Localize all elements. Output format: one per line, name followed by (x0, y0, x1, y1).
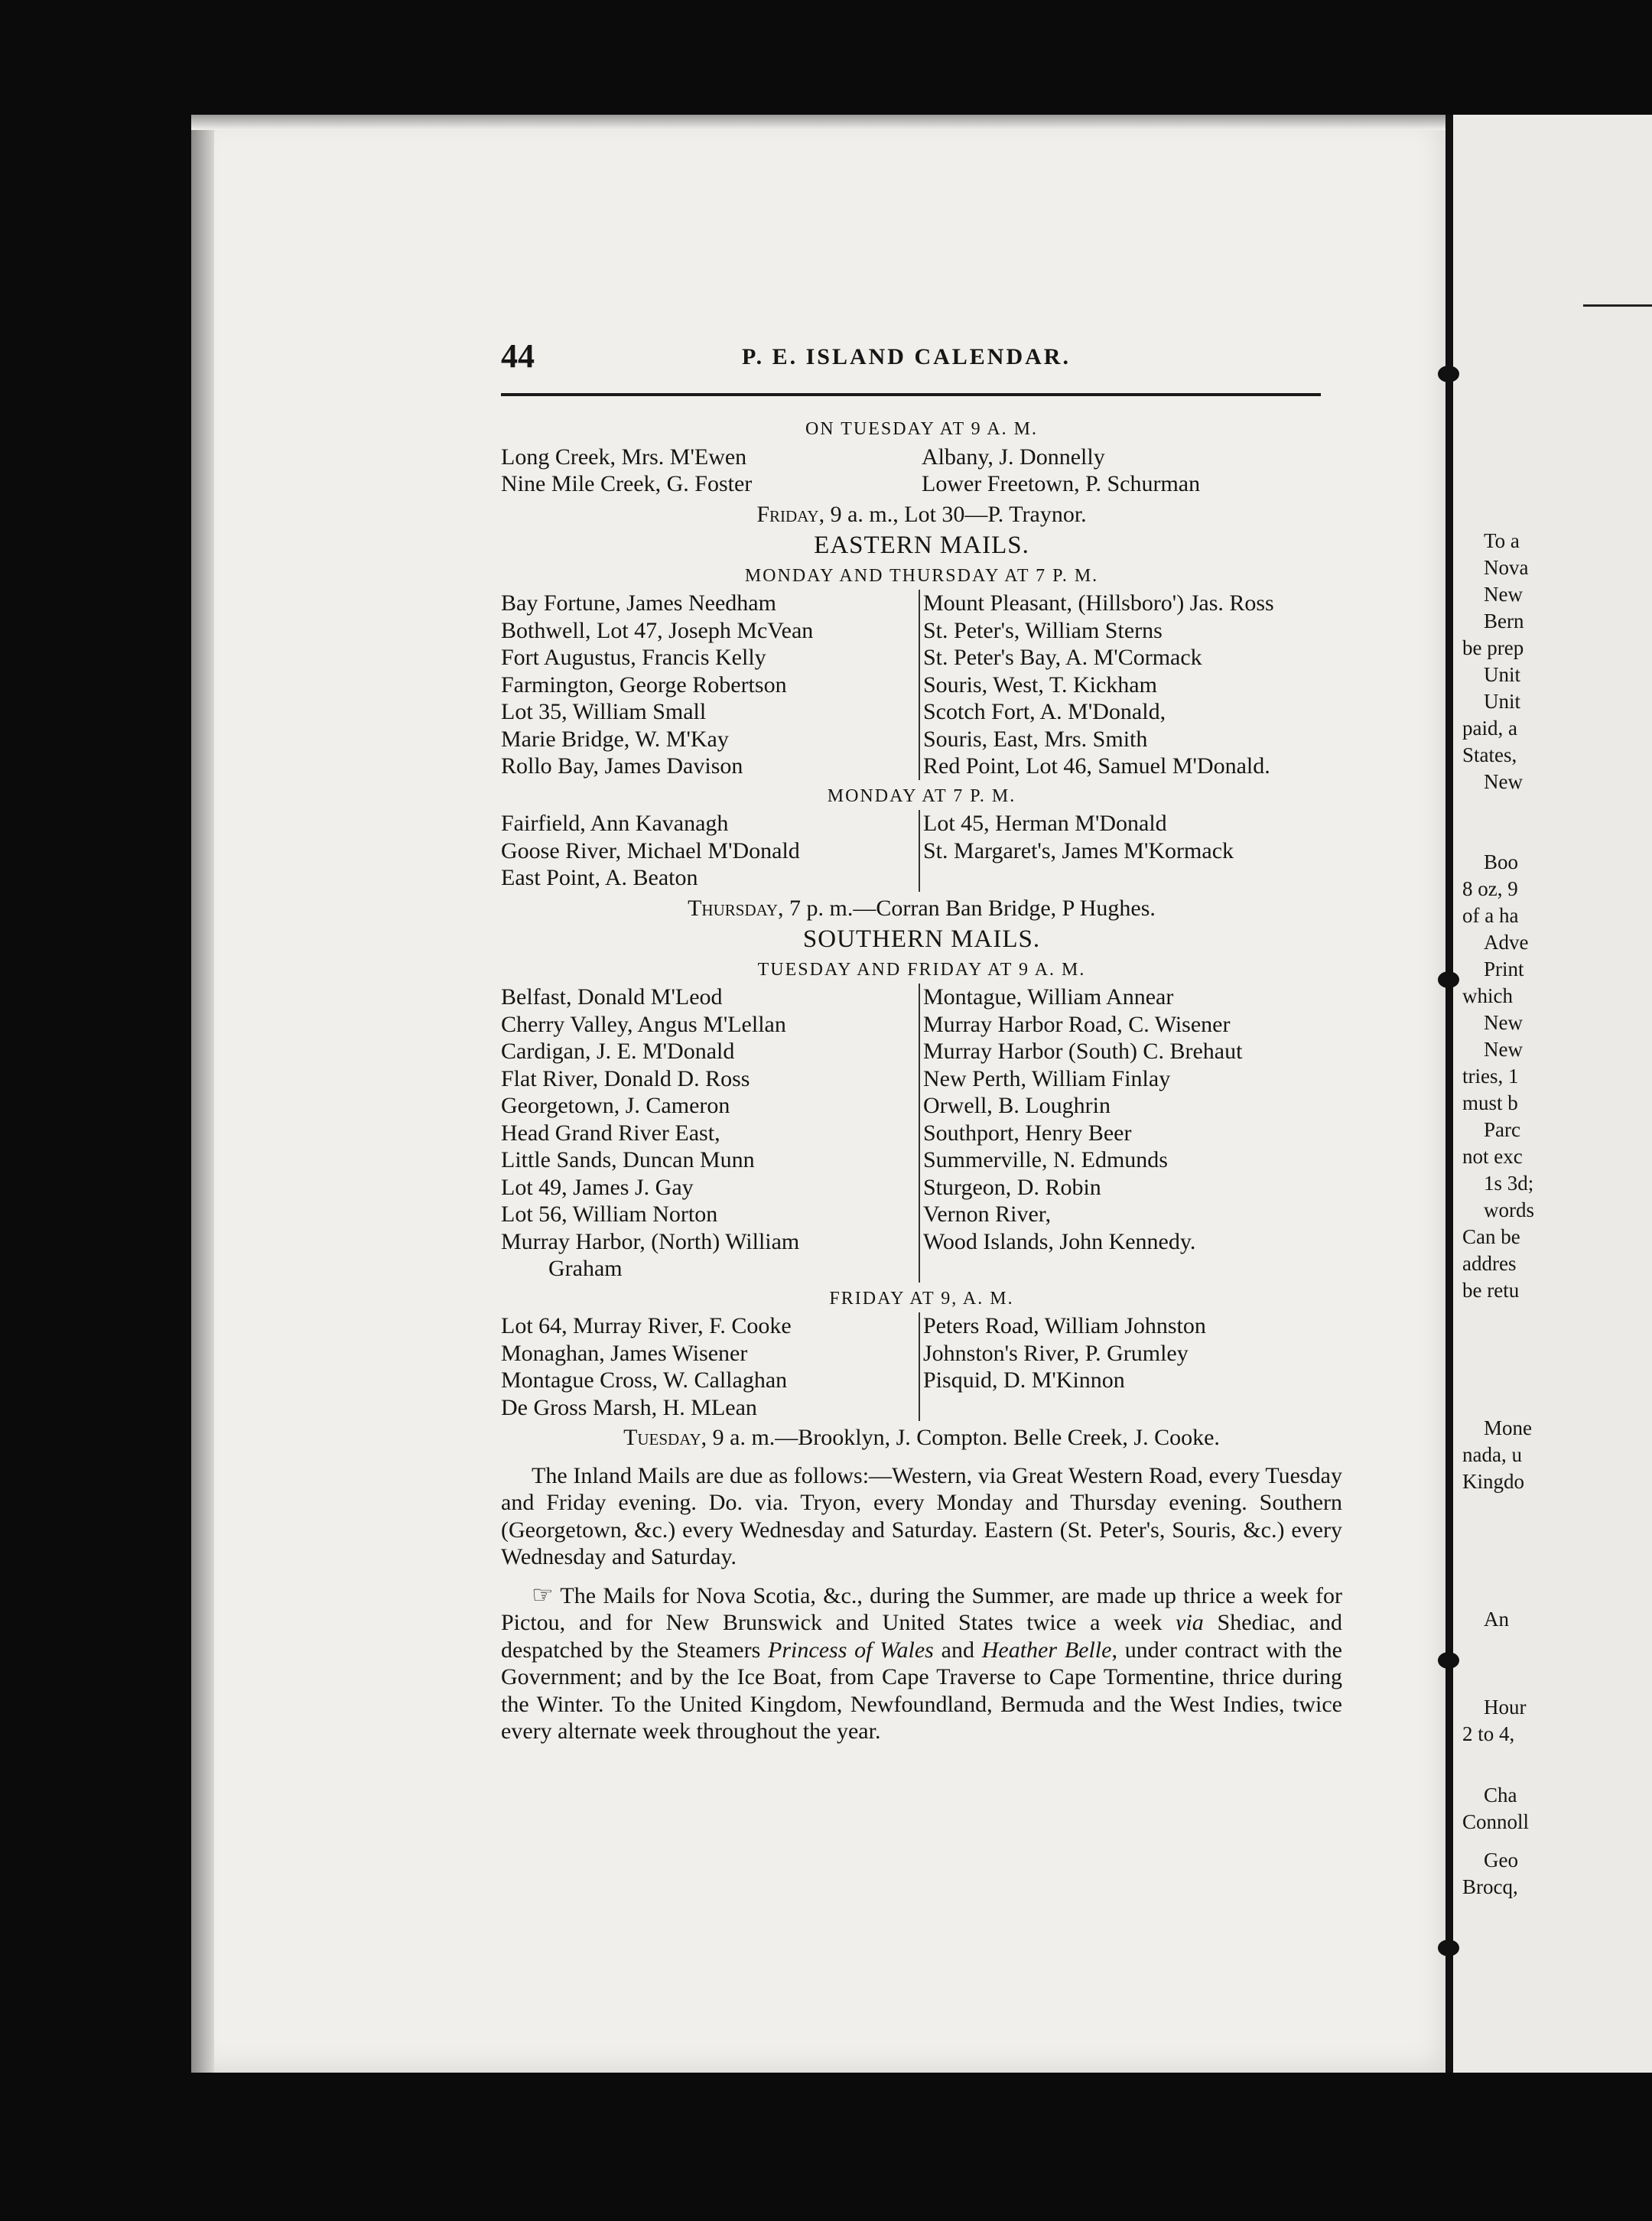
inland-mails-paragraph: The Inland Mails are due as follows:—Western, via Great Western Road, every Tuesday and Friday evening. Do. via. Tryon, every Monday and Thursday evening. Southern (Georgetown, &c.) every Wednesday and Saturday. Eastern (St. Peter's, Souris, &c.) every Wednesday and Saturday. (501, 1462, 1342, 1569)
post-office-entry: St. Peter's, William Sterns (923, 617, 1163, 643)
post-office-entry: Monaghan, James Wisener (501, 1340, 748, 1366)
eastern-left-column-1 (501, 590, 919, 780)
steamer-princess-of-wales: Princess of Wales (768, 1637, 934, 1663)
facing-page-line: must b (1462, 1091, 1518, 1114)
facing-page-line: Kingdo (1462, 1470, 1524, 1493)
facing-page-line: Mone (1484, 1416, 1532, 1439)
facing-page-line: nada, u (1462, 1443, 1522, 1466)
notice-text-a: The Mails for Nova Scotia, &c., during the Summer, are made up thrice a week for Pictou, and for New Brunswick and United States twice a week (501, 1582, 1342, 1635)
facing-page-line: New (1484, 1011, 1523, 1034)
facing-page-line: 1s 3d; (1484, 1172, 1534, 1195)
post-office-entry: Rollo Bay, James Davison (501, 753, 743, 779)
post-office-entry: Lot 35, William Small (501, 699, 707, 724)
facing-page-line: 8 oz, 9 (1462, 877, 1518, 900)
post-office-entry: Wood Islands, John Kennedy. (923, 1228, 1196, 1254)
tuesday-lead: Tuesday (623, 1425, 701, 1450)
post-office-entry: Pisquid, D. M'Kinnon (923, 1367, 1125, 1393)
facing-page-line: 2 to 4, (1462, 1722, 1515, 1745)
southern-left-column-2 (501, 1312, 919, 1421)
post-office-entry: Bothwell, Lot 47, Joseph McVean (501, 617, 814, 643)
notice-text-d: , under contract with the Government; and by the Ice Boat, from Cape Traverse to Cape Tormentine, thrice during the Winter. To the United Kingdom, Newfoundland, Bermuda and the West Indies, twice every alternate week throughout the year. (501, 1637, 1342, 1744)
post-office-entry: Lot 56, William Norton (501, 1202, 718, 1227)
nova-scotia-mails-paragraph (501, 1582, 1342, 1745)
facing-page-line: be retu (1462, 1279, 1520, 1302)
post-office-entry: Sturgeon, D. Robin (923, 1174, 1101, 1200)
tuesday-rest: , 9 a. m.—Brooklyn, J. Compton. Belle Creek, J. Cooke. (701, 1425, 1220, 1450)
post-office-entry: Nine Mile Creek, G. Foster (501, 471, 753, 496)
friday-rest: , 9 a. m., Lot 30—P. Traynor. (818, 501, 1087, 527)
facing-page-line: Boo (1484, 850, 1519, 873)
facing-page-line: Unit (1484, 663, 1521, 686)
binding-stitch (1438, 1652, 1459, 1669)
post-office-entry: St. Peter's Bay, A. M'Cormack (923, 645, 1202, 670)
facing-page-line: paid, a (1462, 717, 1517, 740)
post-office-entry: Murray Harbor (South) C. Brehaut (923, 1039, 1243, 1064)
tuesday-heading: ON TUESDAY AT 9 A. M. (805, 419, 1039, 439)
eastern-columns-1 (501, 590, 1342, 780)
post-office-entry: Graham (548, 1256, 623, 1281)
friday-lead: Friday (756, 501, 819, 527)
facing-page-line: not exc (1462, 1145, 1523, 1168)
facing-page-line: Can be (1462, 1225, 1520, 1248)
post-office-entry: Souris, West, T. Kickham (923, 672, 1157, 698)
facing-page-line: of a ha (1462, 904, 1519, 927)
eastern-heading-2: MONDAY AT 7 P. M. (827, 785, 1016, 806)
post-office-entry: Orwell, B. Loughrin (923, 1093, 1111, 1118)
binding-stitch (1438, 366, 1459, 382)
eastern-right-column-1 (919, 590, 1274, 780)
post-office-entry: Summerville, N. Edmunds (923, 1147, 1168, 1172)
post-office-entry: Bay Fortune, James Needham (501, 590, 776, 616)
mail-schedule (501, 413, 1342, 1745)
facing-page-line: Geo (1484, 1849, 1518, 1871)
facing-page-line: Cha (1484, 1784, 1517, 1806)
post-office-entry: Mount Pleasant, (Hillsboro') Jas. Ross (923, 590, 1274, 616)
post-office-entry: New Perth, William Finlay (923, 1065, 1171, 1091)
post-office-entry: Souris, East, Mrs. Smith (923, 726, 1148, 752)
facing-page-rule (1583, 304, 1652, 307)
facing-page-line: Print (1484, 958, 1524, 980)
southern-mails-title: SOUTHERN MAILS. (802, 925, 1041, 953)
facing-page-line: Parc (1484, 1118, 1520, 1141)
post-office-entry: Montague, William Annear (923, 984, 1174, 1010)
facing-page-line: Unit (1484, 690, 1521, 713)
facing-page-line: words (1484, 1198, 1534, 1221)
tuesday-right-column (919, 444, 1200, 498)
post-office-entry: Johnston's River, P. Grumley (923, 1340, 1189, 1366)
southern-right-column-2 (919, 1312, 1206, 1421)
tuesday-brooklyn-line (501, 1424, 1342, 1452)
post-office-entry: Fairfield, Ann Kavanagh (501, 811, 729, 836)
binding-stitch (1438, 1940, 1459, 1956)
southern-heading-2: FRIDAY AT 9, A. M. (829, 1288, 1014, 1309)
post-office-entry: Flat River, Donald D. Ross (501, 1065, 750, 1091)
notice-via: via (1176, 1610, 1204, 1635)
running-head (501, 337, 1327, 382)
post-office-entry: Murray Harbor Road, C. Wisener (923, 1011, 1231, 1037)
southern-columns-2 (501, 1312, 1342, 1421)
post-office-entry: Southport, Henry Beer (923, 1120, 1132, 1146)
post-office-entry: Scotch Fort, A. M'Donald, (923, 699, 1166, 724)
notice-text-c: and (933, 1637, 982, 1663)
post-office-entry: Little Sands, Duncan Munn (501, 1147, 755, 1172)
notice-text-b: Shediac, and despatched by the Steamers (501, 1610, 1343, 1663)
southern-columns-1 (501, 984, 1342, 1283)
post-office-entry: East Point, A. Beaton (501, 865, 698, 890)
post-office-entry: Lot 45, Herman M'Donald (923, 811, 1167, 836)
post-office-entry: St. Margaret's, James M'Kormack (923, 837, 1234, 863)
post-office-entry: Marie Bridge, W. M'Kay (501, 726, 729, 752)
post-office-entry: Lot 49, James J. Gay (501, 1174, 694, 1200)
thursday-lead: Thursday (688, 895, 779, 921)
facing-page-line: New (1484, 583, 1523, 606)
facing-page-line: Bern (1484, 610, 1524, 632)
eastern-left-column-2 (501, 810, 919, 892)
eastern-mails-title: EASTERN MAILS. (814, 532, 1029, 559)
post-office-entry: Farmington, George Robertson (501, 672, 787, 698)
header-rule (501, 393, 1321, 396)
facing-page-line: Hour (1484, 1696, 1527, 1719)
page-title: P. E. ISLAND CALENDAR. (742, 344, 1071, 369)
post-office-entry: Cardigan, J. E. M'Donald (501, 1039, 735, 1064)
book-spine (1446, 115, 1453, 2073)
tuesday-columns (501, 444, 1342, 498)
facing-page-fragment (1453, 115, 1652, 2073)
post-office-entry: Peters Road, William Johnston (923, 1313, 1206, 1338)
facing-page-line: which (1462, 984, 1513, 1007)
facing-page-line: New (1484, 1038, 1523, 1061)
facing-page-line: addres (1462, 1252, 1517, 1275)
facing-page-line: States, (1462, 743, 1517, 766)
binding-stitch (1438, 971, 1459, 988)
thursday-line (501, 895, 1342, 922)
southern-heading-1: TUESDAY AND FRIDAY AT 9 A. M. (757, 959, 1086, 980)
post-office-entry: Red Point, Lot 46, Samuel M'Donald. (923, 753, 1270, 779)
southern-left-column-1 (501, 984, 919, 1283)
facing-page-line: be prep (1462, 636, 1524, 659)
pointing-hand-icon: ☞ (532, 1580, 554, 1608)
post-office-entry: Belfast, Donald M'Leod (501, 984, 723, 1010)
post-office-entry: Cherry Valley, Angus M'Lellan (501, 1011, 786, 1037)
tuesday-left-column (501, 444, 919, 498)
post-office-entry: Albany, J. Donnelly (922, 444, 1105, 470)
post-office-entry: De Gross Marsh, H. MLean (501, 1394, 757, 1420)
post-office-entry: Lot 64, Murray River, F. Cooke (501, 1313, 792, 1338)
post-office-entry: Fort Augustus, Francis Kelly (501, 645, 766, 670)
facing-page-line: New (1484, 770, 1523, 793)
facing-page-line: Nova (1484, 556, 1529, 579)
post-office-entry: Long Creek, Mrs. M'Ewen (501, 444, 747, 470)
steamer-heather-belle: Heather Belle (981, 1637, 1112, 1663)
facing-page-line: An (1484, 1608, 1509, 1631)
facing-page-line: Brocq, (1462, 1875, 1518, 1898)
friday-lot30-line (501, 501, 1342, 528)
eastern-right-column-2 (919, 810, 1234, 892)
post-office-entry: Montague Cross, W. Callaghan (501, 1367, 788, 1393)
post-office-entry: Goose River, Michael M'Donald (501, 837, 800, 863)
page-number: 44 (501, 337, 535, 375)
facing-page-line: Connoll (1462, 1810, 1530, 1833)
thursday-rest: , 7 p. m.—Corran Ban Bridge, P Hughes. (778, 895, 1156, 921)
post-office-entry: Lower Freetown, P. Schurman (922, 471, 1201, 496)
facing-page-line: tries, 1 (1462, 1065, 1519, 1088)
post-office-entry: Vernon River, (923, 1202, 1052, 1227)
eastern-heading-1: MONDAY AND THURSDAY AT 7 P. M. (744, 565, 1099, 586)
eastern-columns-2 (501, 810, 1342, 892)
post-office-entry: Murray Harbor, (North) William (501, 1228, 800, 1254)
mail-notice (501, 1462, 1342, 1745)
post-office-entry: Head Grand River East, (501, 1120, 720, 1146)
facing-page-line: Adve (1484, 931, 1529, 954)
post-office-entry: Georgetown, J. Cameron (501, 1093, 730, 1118)
facing-page-line: To a (1484, 529, 1520, 552)
southern-right-column-1 (919, 984, 1242, 1283)
